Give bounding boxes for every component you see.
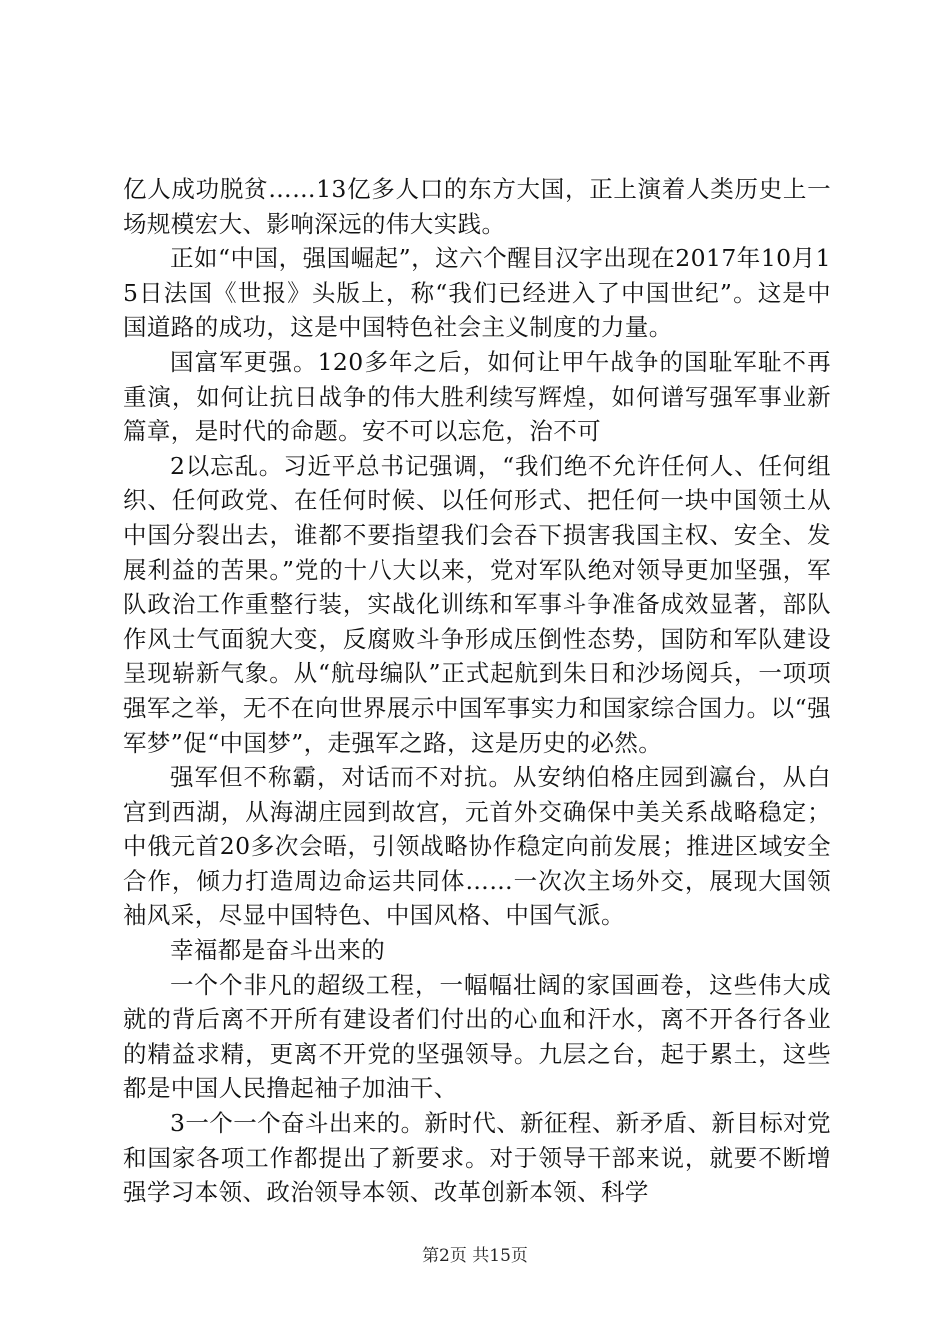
- paragraph-3: 国富军更强。120多年之后，如何让甲午战争的国耻军耻不再重演，如何让抗日战争的伟大胜利续写辉煌，如何谱写强军事业新篇章，是时代的命题。安不可以忘危，治不可: [123, 347, 831, 446]
- page-number: 第2页 共15页: [422, 1246, 528, 1266]
- document-body: [123, 172, 831, 1210]
- paragraph-7: 3一个一个奋斗出来的。新时代、新征程、新矛盾、新目标对党和国家各项工作都提出了新要求。对于领导干部来说，就要不断增强学习本领、政治领导本领、改革创新本领、科学: [123, 1109, 831, 1207]
- paragraph-5: 强军但不称霸，对话而不对抗。从安纳伯格庄园到瀛台，从白宫到西湖，从海湖庄园到故宫，元首外交确保中美关系战略稳定；中俄元首20多次会晤，引领战略协作稳定向前发展；推进区域安全合作，倾力打造周边命运共同体……一次次主场外交，展现大国领袖风采，尽显中国特色、中国风格、中国气派。: [123, 763, 831, 930]
- paragraph-6: 一个个非凡的超级工程，一幅幅壮阔的家国画卷，这些伟大成就的背后离不开所有建设者们付出的心血和汗水，离不开各行各业的精益求精，更离不开党的坚强领导。九层之台，起于累土，这些都是中国人民撸起袖子加油干、: [123, 970, 831, 1103]
- paragraph-1: 亿人成功脱贫……13亿多人口的东方大国，正上演着人类历史上一场规模宏大、影响深远的伟大实践。: [123, 175, 831, 238]
- section-heading: 幸福都是奋斗出来的: [170, 936, 386, 965]
- paragraph-4: 2以忘乱。习近平总书记强调，“我们绝不允许任何人、任何组织、任何政党、在任何时候、以任何形式、把任何一块中国领土从中国分裂出去，谁都不要指望我们会吞下损害我国主权、安全、发展利益的苦果。”党的十八大以来，党对军队绝对领导更加坚强，军队政治工作重整行装，实战化训练和军事斗争准备成效显著，部队作风士气面貌大变，反腐败斗争形成压倒性态势，国防和军队建设呈现崭新气象。从“航母编队”正式起航到朱日和沙场阅兵，一项项强军之举，无不在向世界展示中国军事实力和国家综合国力。以“强军梦”促“中国梦”，走强军之路，这是历史的必然。: [123, 451, 831, 757]
- paragraph-2: 正如“中国，强国崛起”，这六个醒目汉字出现在2017年10月15日法国《世报》头版上，称“我们已经进入了中国世纪”。这是中国道路的成功，这是中国特色社会主义制度的力量。: [123, 244, 831, 342]
- page-footer: [0, 1244, 950, 1268]
